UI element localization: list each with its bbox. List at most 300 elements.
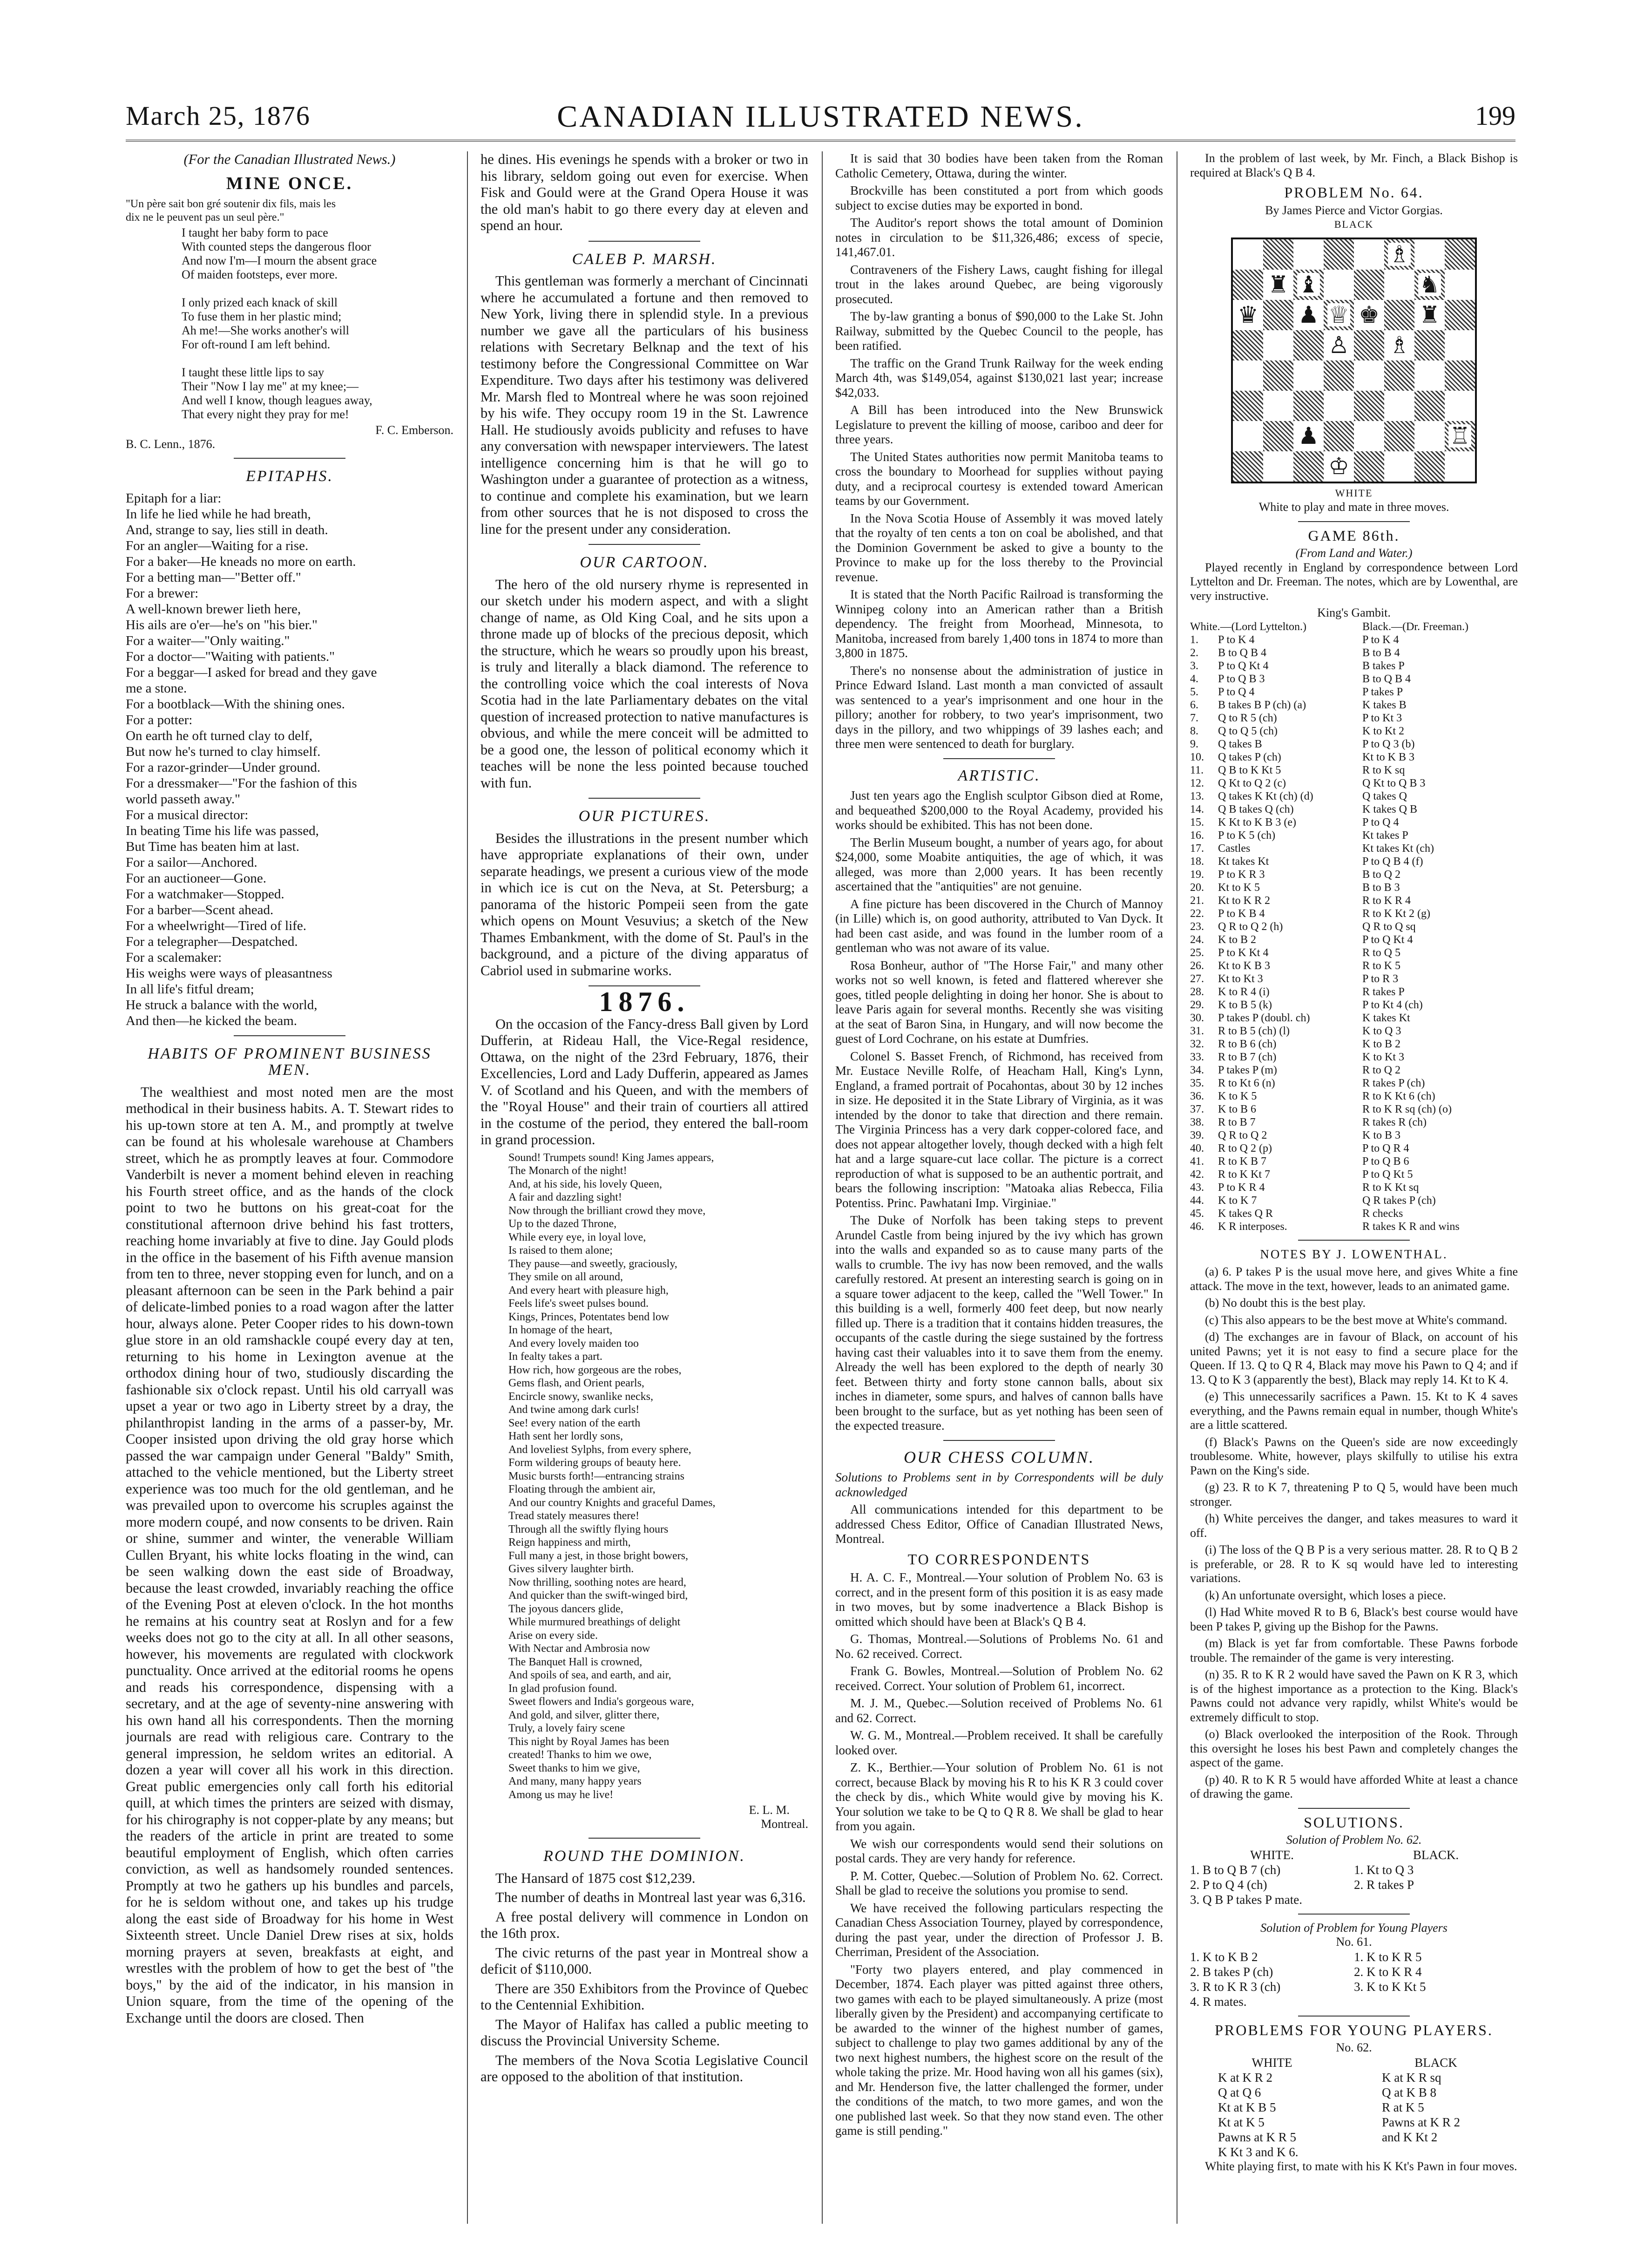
board-square bbox=[1414, 451, 1445, 482]
game-note: (a) 6. P takes P is the usual move here, and gives White a fine attack. The move in the text, however, leads to an animated game. bbox=[1190, 1265, 1518, 1293]
white-move: K R interposes. bbox=[1218, 1220, 1287, 1233]
correspondent-reply: G. Thomas, Montreal.—Solutions of Problems No. 61 and No. 62 received. Correct. bbox=[835, 1632, 1163, 1661]
move-number: 2. bbox=[1190, 646, 1198, 659]
dominion-item: A Bill has been introduced into the New Brunswick Legislature to prevent the killing of moose, cariboo and deer for three years. bbox=[835, 403, 1163, 446]
board-square bbox=[1384, 330, 1414, 360]
board-square bbox=[1445, 451, 1475, 482]
move-row bbox=[1190, 1181, 1518, 1194]
year-poem: Sound! Trumpets sound! King James appears, The Monarch of the night! And, at his side, his lovely Queen, A fair and dazzling sight! Now through the brilliant crowd they move, Up to the dazed Throne, While every eye, in loyal love, Is raised to them alone; They pause—and sweetly, graciously, They smile on all around, And every heart with pleasure high, Feels life's sweet pulses bound. Kings, Princes, Potentates bend low In homage of the heart, And every lovely maiden too In fealty takes a part. How rich, how gorgeous are the robes, Gems flash, and Orient pearls, Encircle snowy, swanlike necks, And twine among dark curls! See! every nation of the earth Hath sent her lordly sons, And loveliest Sylphs, from every sphere, Form wildering groups of beauty here. Music bursts forth!—entrancing strains Floating through the ambient air, And our country Knights and graceful Dames, Tread stately measures there! Through all the swiftly flying hours Reign happiness and mirth, Full many a jest, in those bright bowers, Gives silvery laughter birth. Now thrilling, soothing notes are heard, And quicker than the swift-winged bird, The joyous dancers glide, While murmured breathings of delight Arise on every side. With Nectar and Ambrosia now The Banquet Hall is crowned, And spoils of sea, and earth, and air, In glad profusion found. Sweet flowers and India's gorgeous ware, And gold, and silver, glitter there, Truly, a lovely fairy scene This night by Royal James has been created! Thanks to him we owe, Sweet thanks to him we give, And many, many happy years Among us may he live! bbox=[508, 1151, 716, 1801]
poem-place: B. C. Lenn., 1876. bbox=[126, 437, 216, 451]
black-move: Kt to K B 3 bbox=[1362, 751, 1415, 763]
board-square bbox=[1233, 451, 1263, 482]
young-players-position bbox=[1190, 2070, 1518, 2159]
chess-piece-icon: ♜ bbox=[1419, 301, 1440, 328]
young-black-pieces: K at K R sq Q at K B 8 R at K 5 Pawns at K R 2 and K Kt 2 bbox=[1382, 2070, 1460, 2144]
white-move: P to K R 4 bbox=[1218, 1181, 1265, 1194]
move-row bbox=[1190, 803, 1518, 816]
section-rule bbox=[1298, 2016, 1409, 2017]
chess-address: All communications intended for this department to be addressed Chess Editor, Office of Canadian Illustrated News, Montreal. bbox=[835, 1502, 1163, 1546]
dominion-item: The civic returns of the past year in Montreal show a deficit of $110,000. bbox=[480, 1944, 808, 1977]
move-number: 18. bbox=[1190, 855, 1204, 868]
dominion-item: The by-law granting a bonus of $90,000 to the Lake St. John Railway, submitted by the Quebec Council to the people, has been ratified. bbox=[835, 309, 1163, 353]
epitaphs-heading: EPITAPHS. bbox=[246, 468, 333, 485]
dominion-item: The number of deaths in Montreal last year was 6,316. bbox=[495, 1889, 806, 1905]
dominion-heading: ROUND THE DOMINION. bbox=[543, 1847, 745, 1865]
move-number: 13. bbox=[1190, 790, 1204, 802]
move-row bbox=[1190, 790, 1518, 803]
board-square bbox=[1293, 239, 1324, 270]
board-square bbox=[1384, 239, 1414, 270]
move-row bbox=[1190, 985, 1518, 998]
artistic-heading: ARTISTIC. bbox=[958, 767, 1041, 784]
move-row bbox=[1190, 725, 1518, 738]
black-move: R to K 5 bbox=[1362, 959, 1401, 972]
solution-row bbox=[1190, 1994, 1518, 2009]
black-move: R to Q 5 bbox=[1362, 946, 1401, 959]
chess-piece-icon: ♜ bbox=[1268, 271, 1289, 298]
black-move: P to Kt 4 (ch) bbox=[1362, 998, 1423, 1011]
white-move: B to Q B 4 bbox=[1218, 646, 1267, 659]
cartoon-heading: OUR CARTOON. bbox=[580, 554, 709, 571]
newspaper-title: CANADIAN ILLUSTRATED NEWS. bbox=[557, 100, 1084, 134]
black-move: Kt takes Kt (ch) bbox=[1362, 842, 1434, 855]
pictures-heading: OUR PICTURES. bbox=[578, 808, 710, 825]
move-row bbox=[1190, 1090, 1518, 1103]
board-square bbox=[1233, 330, 1263, 360]
dominion-item: It is stated that the North Pacific Railroad is transforming the Winnipeg colony into an American rather than a British dependency. The freight from Moorhead, Minnesota, to Manitoba, increased from barely 1,400 tons in 1874 to more than 3,800 in 1875. bbox=[835, 587, 1163, 660]
black-move: R takes P (ch) bbox=[1362, 1077, 1425, 1089]
poem-signature: F. C. Emberson. bbox=[375, 423, 453, 437]
board-square bbox=[1233, 391, 1263, 421]
board-square bbox=[1293, 391, 1324, 421]
chess-piece-icon: ♞ bbox=[1419, 271, 1440, 298]
young-black-head: BLACK bbox=[1414, 2055, 1457, 2070]
black-move: Q Kt to Q B 3 bbox=[1362, 777, 1426, 789]
section-rule bbox=[589, 1838, 700, 1839]
dominion-item: The traffic on the Grand Trunk Railway for the week ending March 4th, was $149,054, against $130,021 last year; increase $42,033. bbox=[835, 356, 1163, 400]
move-number: 5. bbox=[1190, 686, 1198, 698]
black-move: R to Q 2 bbox=[1362, 1064, 1401, 1076]
board-square bbox=[1293, 270, 1324, 300]
board-square bbox=[1263, 360, 1293, 391]
board-square bbox=[1293, 300, 1324, 330]
chess-piece-icon: ♝ bbox=[1298, 271, 1319, 298]
white-move: P to K 5 (ch) bbox=[1218, 829, 1276, 842]
dominion-item: The members of the Nova Scotia Legislative Council are opposed to the abolition of that institution. bbox=[480, 2052, 808, 2085]
year-poem-signature: E. L. M. bbox=[749, 1803, 790, 1817]
move-row bbox=[1190, 907, 1518, 920]
move-row bbox=[1190, 1038, 1518, 1051]
move-row bbox=[1190, 1103, 1518, 1116]
white-move: P to K 4 bbox=[1218, 633, 1255, 646]
move-row bbox=[1190, 1051, 1518, 1064]
chess-piece-icon: ♛ bbox=[1238, 301, 1258, 328]
dominion-item: There's no nonsense about the administration of justice in Prince Edward Island. Last month a man convicted of assault was sentenced to a year's imprisonment and one hour in the pillory; another for robbery, to two year's imprisonment, two days in the pillory, and two whippings of 39 lashes each; and three men were sentenced to death for burglary. bbox=[835, 663, 1163, 751]
board-square bbox=[1324, 270, 1354, 300]
poem-body: I taught her baby form to pace With counted steps the dangerous floor And now I'm—I mourn the absent grace Of maiden footsteps, ever more. I only prized each knack of skill To fuse them in her plastic mind; Ah me!—She works another's will For oft-round I am left behind. I taught these little lips to say Their "Now I lay me" at my knee;— And well I know, though leagues away, That every night they pray for me! bbox=[182, 226, 377, 421]
chess-heading: OUR CHESS COLUMN. bbox=[903, 1447, 1095, 1467]
board-square bbox=[1384, 300, 1414, 330]
solution-black-move: 1. K to K R 5 bbox=[1354, 1949, 1422, 1964]
board-square bbox=[1414, 421, 1445, 451]
move-number: 33. bbox=[1190, 1051, 1204, 1063]
white-move: K to R 4 (i) bbox=[1218, 985, 1270, 998]
solution-61-number: No. 61. bbox=[1336, 1935, 1372, 1949]
habits-heading: HABITS OF PROMINENT BUSINESS MEN. bbox=[148, 1045, 432, 1079]
move-number: 46. bbox=[1190, 1220, 1204, 1233]
move-number: 6. bbox=[1190, 699, 1198, 711]
white-move: Q Kt to Q 2 (c) bbox=[1218, 777, 1286, 789]
board-square bbox=[1354, 300, 1384, 330]
game-note: (m) Black is yet far from comfortable. These Pawns forbode trouble. The remainder of the game is very interesting. bbox=[1190, 1636, 1518, 1664]
marsh-paragraph: This gentleman was formerly a merchant of Cincinnati where he accumulated a fortune and then removed to New York, living there in splendid style. In a previous number we gave all the particulars of his business relations with Secretary Belknap and the text of his testimony before the Congressional Committee on War Expenditure. Two days after his testimony was delivered Mr. Marsh fled to Montreal where he was soon rejoined by his wife. They occupy room 19 in the St. Lawrence Hall. He studiously avoids publicity and refuses to have any conversation with newspaper interviewers. The latest intelligence concerning him is that he will go to Washington under a guarantee of protection as a witness, to continue and complete his examination, but we learn from other sources that he is not disposed to cross the line for the present under any consideration. bbox=[480, 273, 808, 537]
solution-62-heading: Solution of Problem No. 62. bbox=[1286, 1833, 1422, 1847]
game-note: (l) Had White moved R to B 6, Black's best course would have been P takes P, giving up the Bishop for the Pawns. bbox=[1190, 1605, 1518, 1633]
black-move: K to B 2 bbox=[1362, 1038, 1401, 1050]
dominion-item: A free postal delivery will commence in London on the 16th prox. bbox=[480, 1908, 808, 1941]
dominion-item: In the Nova Scotia House of Assembly it was moved lately that the royalty of ten cents a ton on coal be abolished, and that the Dominion Government be asked to give a bounty to the Province to make up for the loss thereby to the Provincial revenue. bbox=[835, 511, 1163, 584]
move-row bbox=[1190, 959, 1518, 972]
black-move: R to K Kt sq bbox=[1362, 1181, 1419, 1194]
move-number: 31. bbox=[1190, 1025, 1204, 1037]
board-square bbox=[1263, 451, 1293, 482]
page-number: 199 bbox=[1475, 101, 1515, 131]
move-number: 4. bbox=[1190, 672, 1198, 685]
black-move: K to Kt 3 bbox=[1362, 1051, 1404, 1063]
move-number: 28. bbox=[1190, 985, 1204, 998]
black-move: R takes R (ch) bbox=[1362, 1116, 1427, 1128]
problem-caption: White to play and mate in three moves. bbox=[1258, 500, 1449, 514]
white-move: Q takes B bbox=[1218, 738, 1262, 750]
section-rule bbox=[1298, 1240, 1409, 1241]
board-square bbox=[1354, 270, 1384, 300]
move-row bbox=[1190, 972, 1518, 985]
white-move: Kt to K B 3 bbox=[1218, 959, 1271, 972]
move-row bbox=[1190, 1116, 1518, 1129]
move-number: 15. bbox=[1190, 816, 1204, 828]
move-number: 21. bbox=[1190, 894, 1204, 907]
correspondent-reply: H. A. C. F., Montreal.—Your solution of Problem No. 63 is correct, and in the present form of this position it is as easy made in two moves, but by some inadvertence a Black Bishop is omitted which should have been at Black's Q B 4. bbox=[835, 1570, 1163, 1629]
game-note: (g) 23. R to K 7, threatening P to Q 5, would have been much stronger. bbox=[1190, 1480, 1518, 1508]
white-move: Q to Q 5 (ch) bbox=[1218, 725, 1278, 737]
black-move: B to B 3 bbox=[1362, 881, 1400, 894]
section-rule bbox=[234, 1035, 345, 1036]
white-move: Kt to K R 2 bbox=[1218, 894, 1271, 907]
board-square bbox=[1293, 421, 1324, 451]
board-square bbox=[1324, 239, 1354, 270]
issue-date: March 25, 1876 bbox=[126, 101, 311, 131]
young-players-caption: White playing first, to mate with his K Kt's Pawn in four moves. bbox=[1205, 2159, 1517, 2173]
white-move: P to K B 4 bbox=[1218, 907, 1265, 920]
move-row bbox=[1190, 816, 1518, 829]
white-move: R to B 6 (ch) bbox=[1218, 1038, 1277, 1050]
poem-credit: (For the Canadian Illustrated News.) bbox=[183, 151, 396, 167]
move-row bbox=[1190, 1194, 1518, 1207]
correspondent-reply: "Forty two players entered, and play commenced in December, 1874. Each player was pitted against three others, two games with each to be played simultaneously. A prize (most liberally given by the President) and accompanying certificate to be awarded to the winner of the highest number of games, subject to challenge to play two games additional by any of the two next highest numbers, the highest score on the result of the whole taking the prize. Mr. Hood having won all his games (six), and Mr. Henderson five, the latter challenged the former, under the conditions of the match, to two more games, and won the one published last week. So that they now stand even. The other game is still pending." bbox=[835, 1962, 1163, 2138]
move-number: 14. bbox=[1190, 803, 1204, 815]
white-move: K to B 5 (k) bbox=[1218, 998, 1272, 1011]
move-row bbox=[1190, 894, 1518, 907]
move-number: 34. bbox=[1190, 1064, 1204, 1076]
move-row bbox=[1190, 829, 1518, 842]
dominion-item: Contraveners of the Fishery Laws, caught fishing for illegal trout in the lakes around Quebec, are being vigorously prosecuted. bbox=[835, 262, 1163, 306]
move-number: 40. bbox=[1190, 1142, 1204, 1154]
column-2 bbox=[480, 151, 808, 2224]
board-square bbox=[1354, 239, 1384, 270]
board-square bbox=[1324, 330, 1354, 360]
game-note: (o) Black overlooked the interposition of the Rook. Through this oversight he loses his best Pawn and completely changes the aspect of the game. bbox=[1190, 1727, 1518, 1769]
solution-white-head: WHITE. bbox=[1250, 1847, 1294, 1862]
black-move: B to Q 2 bbox=[1362, 868, 1401, 881]
correspondent-reply: Frank G. Bowles, Montreal.—Solution of Problem No. 62 received. Correct. Your solution of Problem 61, incorrect. bbox=[835, 1664, 1163, 1693]
section-rule bbox=[589, 544, 700, 545]
black-move: K takes B bbox=[1362, 699, 1407, 711]
move-number: 22. bbox=[1190, 907, 1204, 920]
move-number: 36. bbox=[1190, 1090, 1204, 1102]
game-intro: Played recently in England by correspondence between Lord Lyttelton and Dr. Freeman. The notes, which are by Lowenthal, are very instructive. bbox=[1190, 560, 1518, 603]
move-number: 32. bbox=[1190, 1038, 1204, 1050]
solution-black-move bbox=[1354, 1892, 1518, 1907]
move-number: 16. bbox=[1190, 829, 1204, 842]
year-paragraph: On the occasion of the Fancy-dress Ball given by Lord Dufferin, at Rideau Hall, the Vice-Regal residence, Ottawa, on the night of the 23rd February, 1876, their Excellencies, Lord and Lady Dufferin, appeared as James V. of Scotland and his Queen, and with the members of the "Royal House" and their train of courtiers all attired in the costume of the period, they entered the ball-room in grand procession. bbox=[480, 1016, 808, 1148]
move-row bbox=[1190, 855, 1518, 868]
board-square bbox=[1414, 330, 1445, 360]
problem-author: By James Pierce and Victor Gorgias. bbox=[1265, 203, 1443, 217]
dominion-item: It is said that 30 bodies have been taken from the Roman Catholic Cemetery, Ottawa, during the winter. bbox=[835, 151, 1163, 180]
move-row bbox=[1190, 646, 1518, 659]
move-number: 41. bbox=[1190, 1155, 1204, 1168]
board-square bbox=[1445, 239, 1475, 270]
column-1 bbox=[126, 151, 453, 2224]
solution-row bbox=[1190, 1949, 1518, 1964]
move-row bbox=[1190, 998, 1518, 1012]
solution-row bbox=[1190, 1892, 1518, 1907]
white-move: K to B 2 bbox=[1218, 933, 1257, 946]
board-square bbox=[1233, 239, 1263, 270]
section-rule bbox=[943, 1440, 1055, 1441]
move-number: 23. bbox=[1190, 920, 1204, 933]
move-row bbox=[1190, 842, 1518, 855]
game-note: (c) This also appears to be the best move at White's command. bbox=[1205, 1313, 1508, 1327]
board-square bbox=[1293, 330, 1324, 360]
black-move: R to K R 4 bbox=[1362, 894, 1411, 907]
section-rule bbox=[1298, 1808, 1409, 1809]
correspondent-reply: Z. K., Berthier.—Your solution of Problem No. 61 is not correct, because Black by moving his R to his K R 3 could cover the check by dis., which White would give by moving his K. Your solution we take to be Q to Q R 8. We shall be glad to hear from you again. bbox=[835, 1760, 1163, 1833]
move-number: 9. bbox=[1190, 738, 1198, 750]
white-move: K takes Q R bbox=[1218, 1207, 1273, 1220]
move-number: 29. bbox=[1190, 998, 1204, 1011]
move-number: 26. bbox=[1190, 959, 1204, 972]
board-square bbox=[1414, 239, 1445, 270]
black-move: K to Kt 2 bbox=[1362, 725, 1404, 737]
chess-piece-icon: ♚ bbox=[1359, 301, 1380, 328]
black-move: Q R to Q sq bbox=[1362, 920, 1416, 933]
move-number: 44. bbox=[1190, 1194, 1204, 1207]
move-number: 35. bbox=[1190, 1077, 1204, 1089]
move-row bbox=[1190, 946, 1518, 959]
correspondent-reply: W. G. M., Montreal.—Problem received. It shall be carefully looked over. bbox=[835, 1728, 1163, 1757]
black-move: R takes K R and wins bbox=[1362, 1220, 1460, 1233]
board-square bbox=[1414, 391, 1445, 421]
move-number: 30. bbox=[1190, 1012, 1204, 1024]
chess-piece-icon: ♟ bbox=[1298, 301, 1319, 328]
move-number: 19. bbox=[1190, 868, 1204, 881]
solutions-heading: SOLUTIONS. bbox=[1304, 1813, 1404, 1831]
game-heading: GAME 86th. bbox=[1308, 527, 1400, 544]
solution-black-move: 3. K to K Kt 5 bbox=[1354, 1979, 1426, 1994]
white-move: Kt to K 5 bbox=[1218, 881, 1260, 894]
solution-white-move: 3. Q B P takes P mate. bbox=[1190, 1892, 1302, 1907]
black-move: Q takes Q bbox=[1362, 790, 1407, 802]
solution-row bbox=[1190, 1877, 1518, 1892]
white-move: P takes P (doubl. ch) bbox=[1218, 1012, 1310, 1024]
game-note: (n) 35. R to K R 2 would have saved the Pawn on K R 3, which is of the highest importance as a protection to the King. Black's Pawns could not advance very rapidly, whilst White's would be extremely difficult to stop. bbox=[1190, 1668, 1518, 1724]
dominion-item: The United States authorities now permit Manitoba teams to cross the boundary to Moorhead for supplies without paying duty, and a reciprocal courtesy is extended toward American teams by our Government. bbox=[835, 449, 1163, 508]
marsh-heading: CALEB P. MARSH. bbox=[572, 250, 717, 268]
game-opening: King's Gambit. bbox=[1317, 606, 1391, 619]
solution-black-move: 2. R takes P bbox=[1354, 1877, 1414, 1892]
chess-piece-icon: ♗ bbox=[1389, 332, 1410, 359]
game-note: (f) Black's Pawns on the Queen's side are now exceedingly troublesome. White, however, plays skilfully to utilise his extra Pawn on the King's side. bbox=[1190, 1435, 1518, 1477]
column-3 bbox=[835, 151, 1163, 2224]
solution-black-head: BLACK. bbox=[1413, 1847, 1459, 1862]
white-move: K to K 7 bbox=[1218, 1194, 1257, 1207]
chess-piece-icon: ♙ bbox=[1328, 332, 1349, 359]
move-row bbox=[1190, 1077, 1518, 1090]
young-players-heading: PROBLEMS FOR YOUNG PLAYERS. bbox=[1215, 2021, 1493, 2038]
white-move: P takes P (m) bbox=[1218, 1064, 1277, 1076]
pictures-paragraph: Besides the illustrations in the present number which have appropriate explanations of their own, under separate headings, we present a curious view of the mode in which ice is cut on the Neva, at St. Petersburg; a panorama of the historic Pompeii seen from the gate which opens on Mount Vesuvius; a sketch of the New Thames Embankment, with the dome of St. Paul's in the background, and a picture of the diving apparatus of Cabriol used in submarine works. bbox=[480, 830, 808, 978]
black-move: P to Q Kt 5 bbox=[1362, 1168, 1413, 1181]
board-square bbox=[1414, 360, 1445, 391]
move-row bbox=[1190, 920, 1518, 933]
black-move: K takes Q B bbox=[1362, 803, 1417, 815]
section-rule bbox=[234, 458, 345, 459]
move-row bbox=[1190, 1207, 1518, 1220]
board-square bbox=[1324, 300, 1354, 330]
move-number: 43. bbox=[1190, 1181, 1204, 1194]
board-square bbox=[1293, 360, 1324, 391]
board-square bbox=[1263, 330, 1293, 360]
move-row bbox=[1190, 777, 1518, 790]
board-square bbox=[1384, 391, 1414, 421]
column-4 bbox=[1190, 151, 1518, 2224]
move-number: 27. bbox=[1190, 972, 1204, 985]
solution-row bbox=[1190, 1964, 1518, 1979]
move-row bbox=[1190, 1168, 1518, 1181]
move-row bbox=[1190, 633, 1518, 646]
dominion-item: Brockville has been constituted a port from which goods subject to excise duties may be exported in bond. bbox=[835, 183, 1163, 212]
board-square bbox=[1445, 421, 1475, 451]
chess-note: Solutions to Problems sent in by Correspondents will be duly acknowledged bbox=[835, 1470, 1163, 1499]
move-row bbox=[1190, 868, 1518, 881]
black-move: R to K R sq (ch) (o) bbox=[1362, 1103, 1452, 1115]
artistic-item: A fine picture has been discovered in the Church of Mannoy (in Lille) which is, on good authority, attributed to Van Dyck. It had been cast aside, and was found in the lumber room of a gentleman who was not aware of its value. bbox=[835, 896, 1163, 955]
move-row bbox=[1190, 672, 1518, 686]
notes-heading: NOTES BY J. LOWENTHAL. bbox=[1260, 1247, 1448, 1261]
problem-heading: PROBLEM No. 64. bbox=[1284, 184, 1424, 201]
solution-white-move: 1. B to Q B 7 (ch) bbox=[1190, 1862, 1281, 1877]
black-move: B takes P bbox=[1362, 659, 1405, 672]
game-note: (k) An unfortunate oversight, which loses a piece. bbox=[1205, 1588, 1446, 1602]
board-square bbox=[1354, 360, 1384, 391]
section-rule bbox=[589, 241, 700, 242]
board-square bbox=[1263, 391, 1293, 421]
artistic-item: Colonel S. Basset French, of Richmond, has received from Mr. Eustace Neville Rolfe, of Heacham Hall, King's Lynn, England, a framed portrait of Pocahontas, about 30 by 12 inches in size. He deposited it in the State Library of Virginia, as it was intended by the donor to take that direction and there remain. The Virginia Princess has a very dark copper-colored face, and does not appear altogether lovely, though decked with a high felt hat and a large square-cut lace collar. The picture is a correct reproduction of what is supposed to be an authentic portrait, and bears the following inscription: "Matoaka alias Rebecca, Filia Potentiss. Princ. Pawhatani Imp. Virginiae." bbox=[835, 1049, 1163, 1210]
move-row bbox=[1190, 712, 1518, 725]
move-row bbox=[1190, 1025, 1518, 1038]
board-white-label: WHITE bbox=[1335, 487, 1373, 499]
board-square bbox=[1354, 451, 1384, 482]
dominion-item: The Mayor of Halifax has called a public meeting to discuss the Provincial University Scheme. bbox=[480, 2016, 808, 2049]
move-row bbox=[1190, 659, 1518, 672]
move-number: 25. bbox=[1190, 946, 1204, 959]
move-row bbox=[1190, 933, 1518, 946]
game-note: (e) This unnecessarily sacrifices a Pawn. 15. Kt to K 4 saves everything, and the Pawns remain equal in number, though White's are a little scattered. bbox=[1190, 1390, 1518, 1432]
move-row bbox=[1190, 764, 1518, 777]
game-note: (b) No doubt this is the best play. bbox=[1205, 1296, 1366, 1310]
move-row bbox=[1190, 881, 1518, 894]
artistic-item: The Duke of Norfolk has been taking steps to prevent Arundel Castle from being injured by the ivy which has grown into the walls and expanded so as to cause many parts of the walls to crumble. The ivy has now been removed, and the walls carefully restored. At present an interesting search is going on in a square tower adjacent to the keep, called the "Well Tower." In this building is a well, formerly 400 feet deep, but now nearly filled up. There is a tradition that it contains hidden treasures, the occupants of the castle during the siege sustained by the fortress having cast their valuables into it to save them from the enemy. Already the well has been explored to the depth of nearly 30 feet. Between thirty and forty stone cannon balls, about six inches in diameter, some spurs, and halves of cannon balls have been brought to the surface, but as yet nothing has been seen of the expected treasure. bbox=[835, 1213, 1163, 1433]
artistic-item: Just ten years ago the English sculptor Gibson died at Rome, and bequeathed $200,000 to the Royal Academy, provided his works should be exhibited. This has not been done. bbox=[835, 788, 1163, 832]
column-divider bbox=[467, 151, 468, 2224]
white-move: R to K Kt 7 bbox=[1218, 1168, 1271, 1181]
dominion-item: The Hansard of 1875 cost $12,239. bbox=[495, 1870, 696, 1886]
habits-continued: he dines. His evenings he spends with a broker or two in his library, seldom going out even for exercise. When Fisk and Gould were at the Grand Opera House it was the old man's habit to go there every day at eleven and spend an hour. bbox=[480, 151, 808, 233]
solution-white-move: 2. P to Q 4 (ch) bbox=[1190, 1877, 1267, 1892]
artistic-item: The Berlin Museum bought, a number of years ago, for about $24,000, some Moabite antiquities, the age of which, it was alleged, was more than 2,000 years. It has been recently ascertained that the "antiquities" are not genuine. bbox=[835, 835, 1163, 893]
white-move: P to Q Kt 4 bbox=[1218, 659, 1269, 672]
black-move: P to Q Kt 4 bbox=[1362, 933, 1413, 946]
board-square bbox=[1263, 300, 1293, 330]
black-move: P takes P bbox=[1362, 686, 1403, 698]
move-number: 1. bbox=[1190, 633, 1198, 646]
solution-white-move: 2. B takes P (ch) bbox=[1190, 1964, 1273, 1979]
move-number: 7. bbox=[1190, 712, 1198, 724]
move-row bbox=[1190, 1220, 1518, 1233]
habits-paragraph: The wealthiest and most noted men are the most methodical in their business habits. A. T. Stewart rides to his up-town store at ten A. M., and promptly at twelve can be found at his wholesale warehouse at Chambers street, which he as promptly leaves at four. Commodore Vanderbilt is never a moment behind eleven in reaching his Fourth street office, and as the hands of the clock point to two he buttons on his great-coat for the constitutional afternoon drive behind his fast trotters, reaching home invariably at five to dine. Jay Gould plods in the office in the basement of his Fifth avenue mansion from ten to three, never stopping even for lunch, and on a pleasant afternoon can be seen in the Park behind a pair of delicate-limbed ponies to a road wagon after the latter hour, always alone. Peter Cooper rides to his down-town glue store in an old ramshackle coupé every day at ten, returning to his home in Lexington avenue at the orthodox dining hour of two, studiously discarding the fashionable six o'clock repast. Until his old carryall was upset a year or two ago in Liberty street by a dray, the philanthropist landing in the arms of a passer-by, Mr. Cooper insisted upon driving the old gray horse which passed the war campaign under General "Baldy" Smith, attached to the vehicle mentioned, but the Liberty street experience was too much for the old gentleman, and he was prevailed upon to overcome his scruples against the more modern coupé, and now consents to be driven. Rain or shine, summer and winter, the venerable William Cullen Bryant, his white locks floating in the wind, can be seen walking down the east side of Broadway, because the least crowded, invariably reaching the office of the Evening Post at eleven o'clock. In the hot months he remains at his country seat at Roslyn and for a few weeks does not go to the city at all. In all other seasons, however, his movements are regulated with clockwork punctuality. Once arrived at the editorial rooms he opens and reads his correspondence, dispensing with a secretary, and at the age of seventy-nine answering with his own hand all his correspondents. Then the morning journals are read with religious care. Contrary to the general impression, he seldom writes an editorial. A dozen a year will cover all his work in this direction. Great public emergencies only call forth his editorial quill, at which times the printers are seized with dismay, for his chirography is not copper-plate by any means; but the readers of the article in print are treated to some beautiful employment of English, which often carries conviction, as well as handsomely rounded sentences. Promptly at two he gathers up his bundles and parcels, for he is seldom without one, and takes up his trudge along the east side of Broadway for his home in West Sixteenth street. Uncle Daniel Drew rises at six, holds morning prayers at seven, breakfasts at eight, and wrestles with the problem of how to get the best of "the boys," by the aid of the indicator, in his mansion in Union square, from the time of the opening of the Exchange until the doors are closed. Then bbox=[126, 1084, 453, 2026]
black-move: P to Q 4 bbox=[1362, 816, 1399, 828]
move-number: 12. bbox=[1190, 777, 1204, 789]
white-move: P to K Kt 4 bbox=[1218, 946, 1269, 959]
white-move: R to Kt 6 (n) bbox=[1218, 1077, 1275, 1089]
black-move: R to K Kt 2 (g) bbox=[1362, 907, 1430, 920]
board-square bbox=[1445, 360, 1475, 391]
board-square bbox=[1354, 330, 1384, 360]
section-rule bbox=[589, 798, 700, 799]
white-move: Q B to K Kt 5 bbox=[1218, 764, 1281, 776]
white-move: Q takes K Kt (ch) (d) bbox=[1218, 790, 1313, 802]
board-square bbox=[1384, 421, 1414, 451]
black-move: P to Q B 4 (f) bbox=[1362, 855, 1423, 868]
correspondent-reply: M. J. M., Quebec.—Solution received of Problems No. 61 and 62. Correct. bbox=[835, 1696, 1163, 1725]
move-row bbox=[1190, 699, 1518, 712]
move-row bbox=[1190, 1129, 1518, 1142]
black-move: B to B 4 bbox=[1362, 646, 1400, 659]
white-move: K Kt to K B 3 (e) bbox=[1218, 816, 1296, 828]
white-move: P to Q 4 bbox=[1218, 686, 1255, 698]
move-number: 20. bbox=[1190, 881, 1204, 894]
correspondent-reply: P. M. Cotter, Quebec.—Solution of Problem No. 62. Correct. Shall be glad to receive the solutions you promise to send. bbox=[835, 1868, 1163, 1897]
move-row bbox=[1190, 1142, 1518, 1155]
black-move: B to Q B 4 bbox=[1362, 672, 1411, 685]
board-black-label: BLACK bbox=[1334, 218, 1374, 230]
young-white-pieces: K at K R 2 Q at Q 6 Kt at K B 5 Kt at K 5 Pawns at K R 5 K Kt 3 and K 6. bbox=[1218, 2070, 1299, 2159]
move-row bbox=[1190, 1012, 1518, 1025]
epitaphs-text: Epitaph for a liar: In life he lied while he had breath, And, strange to say, lies still in death. For an angler—Waiting for a rise. For a baker—He kneads no more on earth. For a betting man—"Better off." For a brewer: A well-known brewer lieth here, His ails are o'er—he's on "his bier." For a waiter—"Only waiting." For a doctor—"Waiting with patients." For a beggar—I asked for bread and they gave me a stone. For a bootblack—With the shining ones. For a potter: On earth he oft turned clay to delf, But now he's turned to clay himself. For a razor-grinder—Under ground. For a dressmaker—"For the fashion of this world passeth away." For a musical director: In beating Time his life was passed, But Time has beaten him at last. For a sailor—Anchored. For an auctioneer—Gone. For a watchmaker—Stopped. For a barber—Scent ahead. For a wheelwright—Tired of life. For a telegrapher—Despatched. For a scalemaker: His weighs were ways of pleasantness In all life's fitful dream; He struck a balance with the world, And then—he kicked the beam. bbox=[126, 490, 377, 1028]
black-move: R to K sq bbox=[1362, 764, 1405, 776]
board-square bbox=[1445, 330, 1475, 360]
